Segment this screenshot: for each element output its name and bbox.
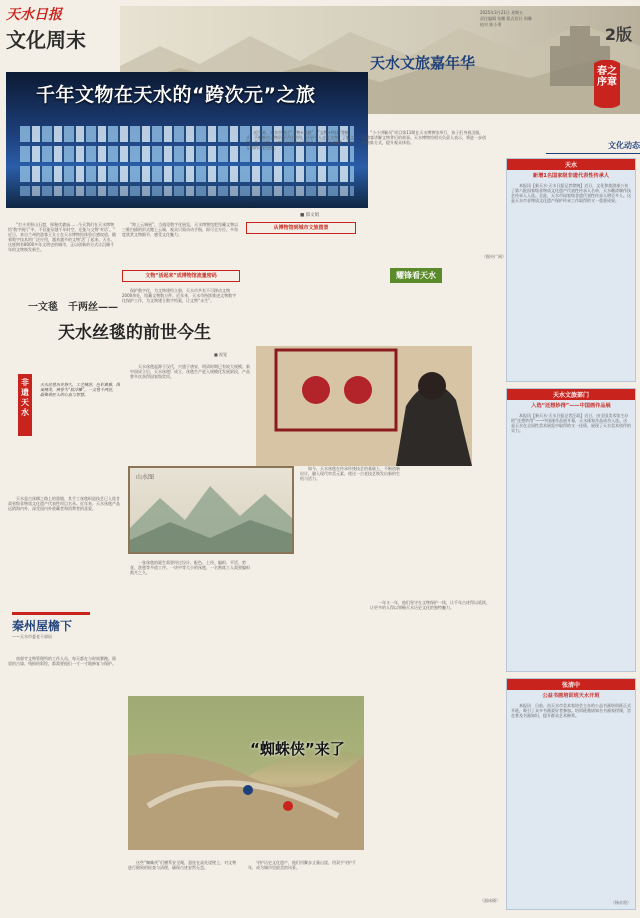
hero-author: ■ 邵文娟: [300, 213, 320, 218]
sidebar-box1-label: 天水: [507, 159, 635, 170]
sidebar-box1-body: 本报讯【新天水·天水日报记者徐婉】近日，文化和旅游部公布了第六批国家级非物质文化遗产代表性传承人名单，天水雕漆制作技艺传承人入选。至此，天水市国家级非遗代表性传承人增至多人。这是天水市非物质文化遗产保护传承工作取得的又一重要成果。: [511, 183, 631, 203]
sidebar-box3-label: 张清中: [507, 679, 635, 690]
sidebar-box-1: [506, 158, 636, 382]
sidebar-box3-title: 公益书画培训班天水开班: [542, 693, 600, 699]
sidebar-box1-title: 新增1名国家级非遗代表性传承人: [532, 173, 610, 179]
article1-inset2: 从博物馆到城市文旅图景: [246, 222, 356, 234]
section-title: 文化周末: [6, 28, 86, 52]
box-pavilion: [12, 612, 90, 650]
side-label-text: 非遗天水: [21, 378, 29, 417]
article1-col5: “小小讲解员”项目第11期在天水博物馆举行，孩子们身着汉服，为游客讲解文物背后的故事。天水博物馆相关负责人表示，将进一步创新展陈方式，提升观众体验。: [362, 130, 486, 145]
spring-badge: 春之序章: [594, 60, 620, 108]
sidebar-box-2: [506, 388, 636, 672]
box-pavilion-title: 秦州屋檐下: [12, 619, 73, 633]
article1-col2: “跨上云端展”，当遇见数字化展览，天水博物馆把馆藏文物以三维扫描的形式搬上云端，观众只需动动手指，即可全方位、多角度欣赏文物细节，感受文化魅力。: [122, 222, 239, 237]
painting-caption: 山水图: [136, 474, 155, 481]
box-pavilion-subtitle: ——天水市委老干部局: [12, 634, 52, 639]
article3-signature: （邵冰瑛）: [480, 898, 500, 903]
article2-col-b: 天水丝毯起源于汉代，兴盛于唐宋，明清时期已有较大规模。新中国成立后，天水丝毯厂成立，丝毯生产进入规模化发展阶段，产品曾多次获得国家级奖项。: [130, 364, 250, 379]
sidebar-box2-title: 入选“还想妙得”——中国画作品展: [531, 403, 611, 409]
article2-author: ■ 视觉: [214, 352, 228, 357]
photo-restorers: [128, 696, 364, 850]
article3-col-b: 这些“蜘蛛侠”们腰系安全绳，悬挂在高处崖壁上，对文物进行细致的检查与清理，确保古迹安然无恙。: [128, 860, 237, 870]
newspaper-logo: 天水日报: [6, 7, 62, 23]
seal-text: 天水文旅嘉年华: [370, 54, 476, 72]
article1-inset1: 文物“活起来”成博物馆流量密码: [122, 270, 240, 282]
article2-kicker: 一文毯 千两丝——: [28, 302, 118, 313]
side-label-heritage: [18, 374, 32, 436]
article1-col1: “打卡麦积山石窟，探秘伏羲庙……今天我们在天水博物馆‘数字展厅’中，不仅能穿越千年时空，还能与文物‘对话’。” 近日，来自兰州的游客王女士在天水博物馆体验后感叹道。随着数字技术的广泛应用，越来越多的文物‘活’了起来。天水，这座拥有8000多年文明史的城市，正以创新的方式让沉睡千年的文物焕发新生。: [8, 222, 116, 252]
page-number: 2版: [604, 25, 632, 44]
tag-yaoyao: 耀锋看天水: [390, 268, 442, 283]
sidebar-box2-body: 本报讯【新天水·天水日报记者汪政】近日，由全国美术馆主办的“还想妙得”——中国画作品展开幕，天水画家作品成功入选。这是天水在全国性美术展览中取得的又一佳绩，展现了天水美术创作的实力。: [511, 413, 631, 433]
article2-col-a: 天水是古丝绸之路上的重镇，其手工丝毯织造技艺已入选甘肃省级非物质文化遗产代表性项目名录。近年来，天水丝毯产品远销海内外，深受国内外收藏者和消费者的喜爱。: [8, 496, 120, 511]
article2-col-d: 如今，天水丝毯在传承传统技艺的基础上，不断创新设计，融入现代审美元素，使这一古老技艺焕发出新的生机与活力。: [300, 466, 400, 481]
article3-col-c: 守护历史文化遗产，他们用脚步丈量山崖，用双手守护千年，成为城市里最美的风景。: [248, 860, 356, 870]
article3-col-d: 一年又一年，他们坚守在文物保护一线，让千年古迹得以延续，让更多的人得以领略天水历史文化的独特魅力。: [370, 600, 490, 610]
sidebar-header: 文化动态: [546, 140, 640, 154]
sidebar-box2-label: 天水文旅部门: [507, 389, 635, 400]
tourism-seal: [370, 52, 550, 78]
article2-col-c: 一张丝毯的诞生需要经过设计、配色、上经、编织、平活、剪花、洗毯等多道工序。一块中等大小的丝毯，一名熟练工人需要编织数月之久。: [130, 560, 250, 575]
landscape-painting: [128, 466, 294, 554]
sidebar-box-3: [506, 678, 636, 910]
article2-intro: 天水丝毯历史悠久，工艺精湛，色彩典雅，图案精美，被誉为“软浮雕”。一文毯千两丝，凝聚着匠人的心血与智慧。: [40, 382, 120, 397]
article3-title: “蜘蛛侠”来了: [250, 740, 345, 758]
article1-col3: 保护数字化，为文物建档立册，天水市共有不可移动文物2000余处，馆藏文物数万件。近年来，天水市持续推进文物数字化保护工作，为文物建立数字档案，让文物“永生”。: [122, 288, 237, 303]
article3-col-a: 南郭寺文物管理所的工作人员，每天都在与时间赛跑。斑驳的古墙、残损的彩绘，都需要他们一寸一寸地修复与保护。: [8, 656, 116, 666]
sidebar-box3-signature: （杨京贵）: [611, 900, 631, 905]
hero-title: 千年文物在天水的“跨次元”之旅: [36, 84, 316, 106]
sidebar-box3-body: 本报讯 日前，由天水市美术家协会主办的公益书画培训班正式开班，吸引了众多书画爱好者参加。培训班邀请知名书画家授课，旨在普及书画知识，提升群众艺术修养。: [511, 703, 631, 718]
photo-weaver: [256, 346, 472, 466]
article1-source: （据央广网）: [482, 254, 506, 259]
article1-col4: 近年来，天水市通过“文物+旅游”、“文物+科技”等模式，不断推动文物资源活化利用，让更多人走近文物、了解文物、爱上文物。文物不再是冰冷的展品，而是可以触摸、可以互动的历史见证。: [246, 130, 354, 150]
article2-title: 天水丝毯的前世今生: [58, 323, 211, 343]
issue-meta: 2025年3月21日 星期五 责任编辑 张鹏 版式设计 周琳 校对 陈小勇: [480, 10, 532, 27]
